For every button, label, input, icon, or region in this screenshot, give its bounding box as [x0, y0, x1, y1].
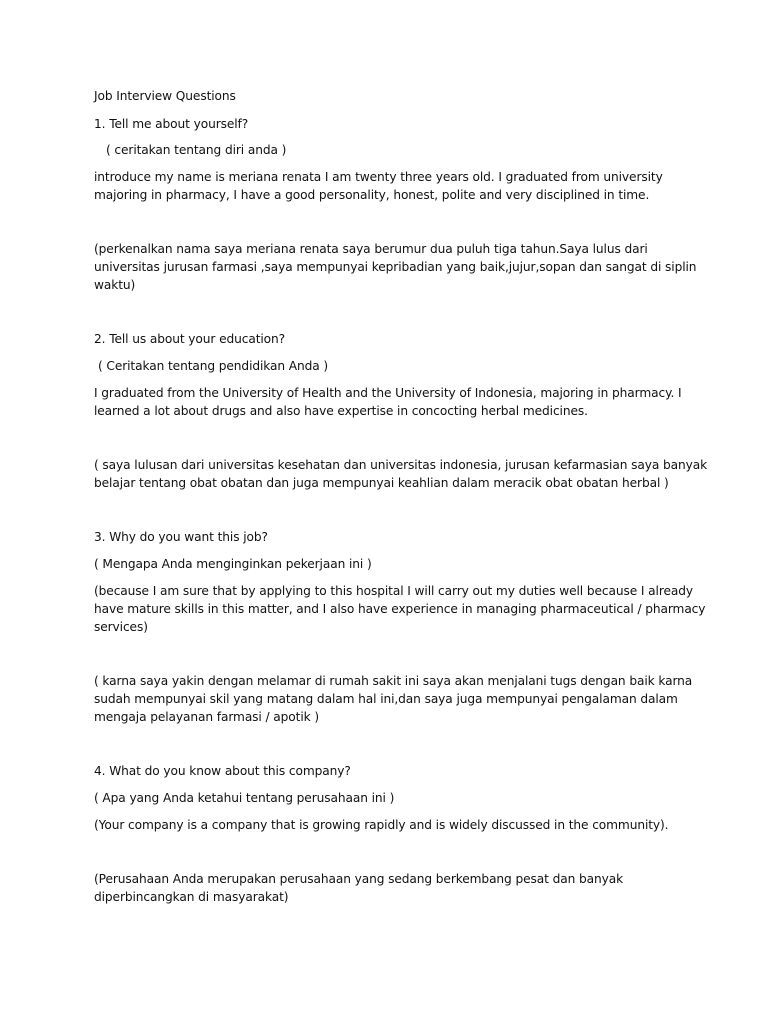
answer-3-line-2: have mature skills in this matter, and I also have experience in managing pharmaceutical / pharmacy: [94, 602, 706, 616]
answer-2-line-2: learned a lot about drugs and also have expertise in concocting herbal medicines.: [94, 404, 588, 418]
answer-2-line-1: I graduated from the University of Health and the University of Indonesia, majoring in pharmacy. I: [94, 386, 682, 400]
answer-1-line-2: majoring in pharmacy, I have a good personality, honest, polite and very disciplined in time.: [94, 188, 650, 202]
question-3: 3. Why do you want this job?: [94, 530, 268, 544]
answer-2-translation-line-1: ( saya lulusan dari universitas kesehatan dan universitas indonesia, jurusan kefarmasian saya banyak: [94, 458, 708, 472]
answer-3-line-3: services): [94, 620, 148, 634]
question-2: 2. Tell us about your education?: [94, 332, 286, 346]
answer-2-translation-line-2: belajar tentang obat obatan dan juga mempunyai keahlian dalam meracik obat obatan herbal ): [94, 476, 669, 490]
question-3-translation: ( Mengapa Anda menginginkan pekerjaan ini ): [94, 557, 372, 571]
question-2-translation: ( Ceritakan tentang pendidikan Anda ): [98, 359, 329, 373]
answer-1-line-1: introduce my name is meriana renata I am twenty three years old. I graduated from university: [94, 170, 663, 184]
answer-4-translation-line-1: (Perusahaan Anda merupakan perusahaan yang sedang berkembang pesat dan banyak: [94, 872, 624, 886]
question-4: 4. What do you know about this company?: [94, 764, 351, 778]
answer-1-translation-line-1: (perkenalkan nama saya meriana renata saya berumur dua puluh tiga tahun.Saya lulus dari: [94, 242, 648, 256]
answer-4-translation-line-2: diperbincangkan di masyarakat): [94, 890, 289, 904]
answer-4-line-1: (Your company is a company that is growing rapidly and is widely discussed in the community).: [94, 818, 669, 832]
answer-1-translation-line-2: universitas jurusan farmasi ,saya mempunyai kepribadian yang baik,jujur,sopan dan sangat di siplin: [94, 260, 697, 274]
answer-1-translation-line-3: waktu): [94, 278, 136, 292]
question-4-translation: ( Apa yang Anda ketahui tentang perusahaan ini ): [94, 791, 395, 805]
answer-3-translation-line-2: sudah mempunyai skil yang matang dalam hal ini,dan saya juga mempunyai pengalaman dalam: [94, 692, 678, 706]
question-1: 1. Tell me about yourself?: [94, 117, 249, 131]
document-title: Job Interview Questions: [94, 89, 236, 103]
answer-3-translation-line-1: ( karna saya yakin dengan melamar di rumah sakit ini saya akan menjalani tugs dengan baik karna: [94, 674, 693, 688]
question-1-translation: ( ceritakan tentang diri anda ): [106, 143, 287, 157]
answer-3-translation-line-3: mengaja pelayanan farmasi / apotik ): [94, 710, 319, 724]
answer-3-line-1: (because I am sure that by applying to this hospital I will carry out my duties well because I already: [94, 584, 693, 598]
